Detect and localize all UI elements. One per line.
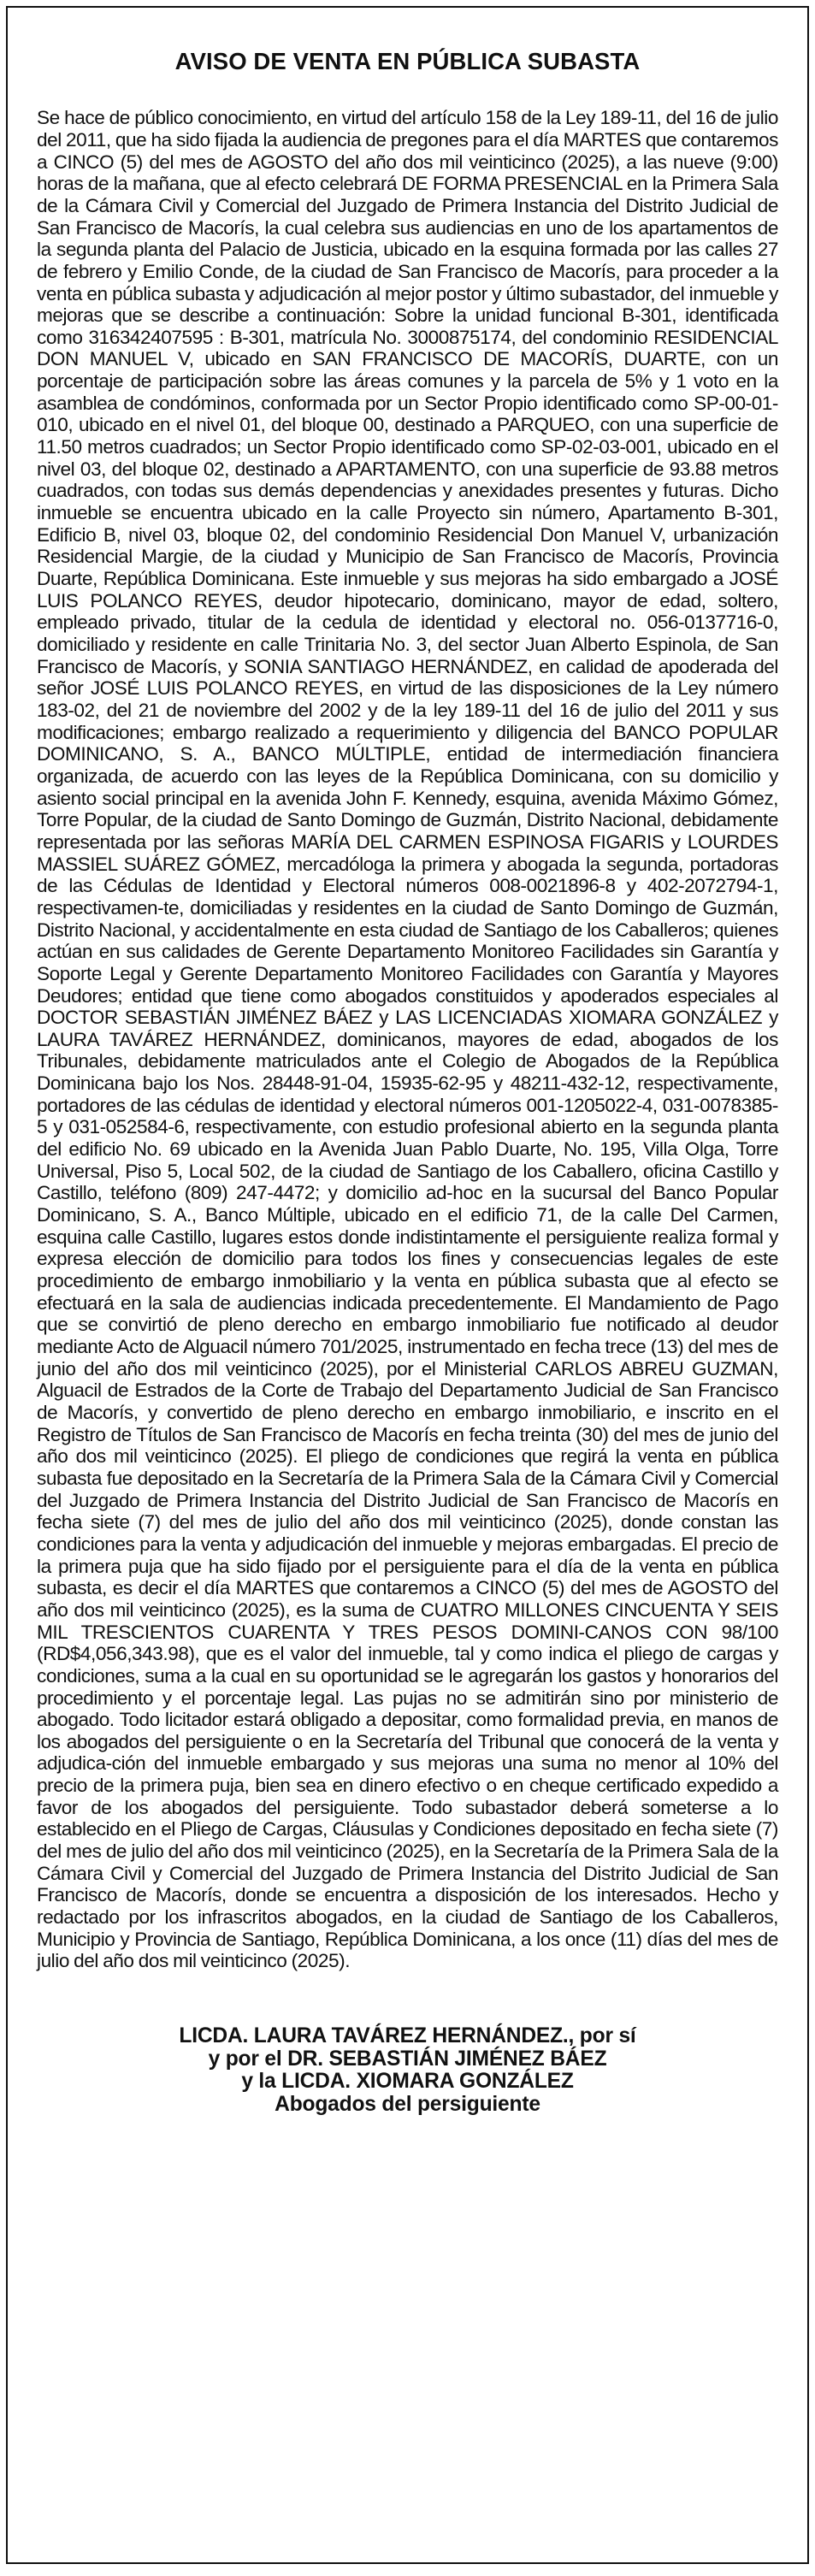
notice-content — [8, 8, 807, 2116]
legal-notice — [6, 6, 809, 2564]
signature-block — [37, 2025, 778, 2116]
signature-line-3: y la LICDA. XIOMARA GONZÁLEZ — [241, 2070, 574, 2094]
notice-title: AVISO DE VENTA EN PÚBLICA SUBASTA — [174, 48, 641, 74]
signature-line-1: LICDA. LAURA TAVÁREZ HERNÁNDEZ., por sí — [179, 2024, 636, 2048]
signature-line-2: y por el DR. SEBASTIÁN JIMÉNEZ BÁEZ — [208, 2047, 607, 2071]
signature-line-4: Abogados del persiguiente — [275, 2092, 540, 2116]
notice-body-text: Se hace de público conocimiento, en virtud del artículo 158 de la Ley 189-11, del 16 de julio del 2011, que ha sido fijada la audiencia de pregones para el día MARTES que contaremos a CINCO (5) del mes de AGOSTO del año dos mil veinticinco (2025), a las nueve (9:00) horas de la mañana, que al efecto celebrará DE FORMA PRESENCIAL en la Primera Sala de la Cámara Civil y Comercial del Juzgado de Primera Instancia del Distrito Judicial de San Francisco de Macorís, la cual celebra sus audiencias en uno de los apartamentos de la segunda planta del Palacio de Justicia, ubicado en la esquina formada por las calles 27 de febrero y Emilio Conde, de la ciudad de San Francisco de Macorís, para proceder a la venta en pública subasta y adjudicación al mejor postor y último subastador, del inmueble y mejoras que se describe a continuación: Sobre la unidad funcional B-301, identificada como 316342407595 : B-301, matrícula No. 3000875174, del condominio RESIDENCIAL DON MANUEL V, ubicado en SAN FRANCISCO DE MACORÍS, DUARTE, con un porcentaje de participación sobre las áreas comunes y la parcela de 5% y 1 voto en la asamblea de condóminos, conformada por un Sector Propio identificado como SP-00-01-010, ubicado en el nivel 01, del bloque 00, destinado a PARQUEO, con una superficie de 11.50 metros cuadrados; un Sector Propio identificado como SP-02-03-001, ubicado en el nivel 03, del bloque 02, destinado a APARTAMENTO, con una superficie de 93.88 metros cuadrados, con todas sus demás dependencias y anexidades presentes y futuras. Dicho inmueble se encuentra ubicado en la calle Proyecto sin número, Apartamento B-301, Edificio B, nivel 03, bloque 02, del condominio Residencial Don Manuel V, urbanización Residencial Margie, de la ciudad y Municipio de San Francisco de Macorís, Provincia Duarte, República Dominicana. Este inmueble y sus mejoras ha sido embargado a JOSÉ LUIS POLANCO REYES, deudor hipotecario, dominicano, mayor de edad, soltero, empleado privado, titular de la cedula de identidad y electoral no. 056-0137716-0, domiciliado y residente en calle Trinitaria No. 3, del sector Juan Alberto Espinola, de San Francisco de Macorís, y SONIA SANTIAGO HERNÁNDEZ, en calidad de apoderada del señor JOSÉ LUIS POLANCO REYES, en virtud de las disposiciones de la Ley número 183-02, del 21 de noviembre del 2002 y de la ley 189-11 del 16 de julio del 2011 y sus modificaciones; embargo realizado a requerimiento y diligencia del BANCO POPULAR DOMINICANO, S. A., BANCO MÚLTIPLE, entidad de intermediación financiera organizada, de acuerdo con las leyes de la República Dominicana, con su domicilio y asiento social principal en la avenida John F. Kennedy, esquina, avenida Máximo Gómez, Torre Popular, de la ciudad de Santo Domingo de Guzmán, Distrito Nacional, debidamente representada por las señoras MARÍA DEL CARMEN ESPINOSA FIGARIS y LOURDES MASSIEL SUÁREZ GÓMEZ, mercadóloga la primera y abogada la segunda, portadoras de las Cédulas de Identidad y Electoral números 008-0021896-8 y 402-2072794-1, respectivamen-te, domiciliadas y residentes en la ciudad de Santo Domingo de Guzmán, Distrito Nacional, y accidentalmente en esta ciudad de Santiago de los Caballeros; quienes actúan en sus calidades de Gerente Departamento Monitoreo Facilidades sin Garantía y Soporte Legal y Gerente Departamento Monitoreo Facilidades con Garantía y Mayores Deudores; entidad que tiene como abogados constituidos y apoderados especiales al DOCTOR SEBASTIÁN JIMÉNEZ BÁEZ y LAS LICENCIADAS XIOMARA GONZÁLEZ y LAURA TAVÁREZ HERNÁNDEZ, dominicanos, mayores de edad, abogados de los Tribunales, debidamente matriculados ante el Colegio de Abogados de la República Dominicana bajo los Nos. 28448-91-04, 15935-62-95 y 48211-432-12, respectivamente, portadores de las cédulas de identidad y electoral números 001-1205022-4, 031-0078385-5 y 031-052584-6, respectivamente, con estudio profesional abierto en la segunda planta del edificio No. 69 ubicado en la Avenida Juan Pablo Duarte, No. 195, Villa Olga, Torre Universal, Piso 5, Local 502, de la ciudad de Santiago de los Caballero, oficina Castillo y Castillo, teléfono (809) 247-4472; y domicilio ad-hoc en la sucursal del Banco Popular Dominicano, S. A., Banco Múltiple, ubicado en el edificio 71, de la calle Del Carmen, esquina calle Castillo, lugares estos donde indistintamente el persiguiente realiza formal y expresa elección de domicilio para todos los fines y consecuencias legales de este procedimiento de embargo inmobiliario y la venta en pública subasta que al efecto se efectuará en la sala de audiencias indicada precedentemente. El Mandamiento de Pago que se convirtió de pleno derecho en embargo inmobiliario fue notificado al deudor mediante Acto de Alguacil número 701/2025, instrumentado en fecha trece (13) del mes de junio del año dos mil veinticinco (2025), por el Ministerial CARLOS ABREU GUZMAN, Alguacil de Estrados de la Corte de Trabajo del Departamento Judicial de San Francisco de Macorís, y convertido de pleno derecho en embargo inmobiliario, e inscrito en el Registro de Títulos de San Francisco de Macorís en fecha treinta (30) del mes de junio del año dos mil veinticinco (2025). El pliego de condiciones que regirá la venta en pública subasta fue depositado en la Secretaría de la Primera Sala de la Cámara Civil y Comercial del Juzgado de Primera Instancia del Distrito Judicial de San Francisco de Macorís en fecha siete (7) del mes de julio del año dos mil veinticinco (2025), donde constan las condiciones para la venta y adjudicación del inmueble y mejoras embargadas. El precio de la primera puja que ha sido fijado por el persiguiente para el día de la venta en pública subasta, es decir el día MARTES que contaremos a CINCO (5) del mes de AGOSTO del año dos mil veinticinco (2025), es la suma de CUATRO MILLONES CINCUENTA Y SEIS MIL TRESCIENTOS CUARENTA Y TRES PESOS DOMINI-CANOS CON 98/100 (RD$4,056,343.98), que es el valor del inmueble, tal y como indica el pliego de cargas y condiciones, suma a la cual en su oportunidad se le agregarán los gastos y honorarios del procedimiento y el porcentaje legal. Las pujas no se admitirán sino por ministerio de abogado. Todo licitador estará obligado a depositar, como formalidad previa, en manos de los abogados del persiguiente o en la Secretaría del Tribunal que conocerá de la venta y adjudica-ción del inmueble embargado y sus mejoras una suma no menor al 10% del precio de la primera puja, bien sea en dinero efectivo o en cheque certificado expedido a favor de los abogados del persiguiente. Todo subastador deberá someterse a lo establecido en el Pliego de Cargas, Cláusulas y Condiciones depositado en fecha siete (7) del mes de julio del año dos mil veinticinco (2025), en la Secretaría de la Primera Sala de la Cámara Civil y Comercial del Juzgado de Primera Instancia del Distrito Judicial de San Francisco de Macorís, donde se encuentra a disposición de los interesados. Hecho y redactado por los infrascritos abogados, en la ciudad de Santiago de los Caballeros, Municipio y Provincia de Santiago, República Dominicana, a los once (11) días del mes de julio del año dos mil veinticinco (2025). — [37, 107, 778, 1972]
